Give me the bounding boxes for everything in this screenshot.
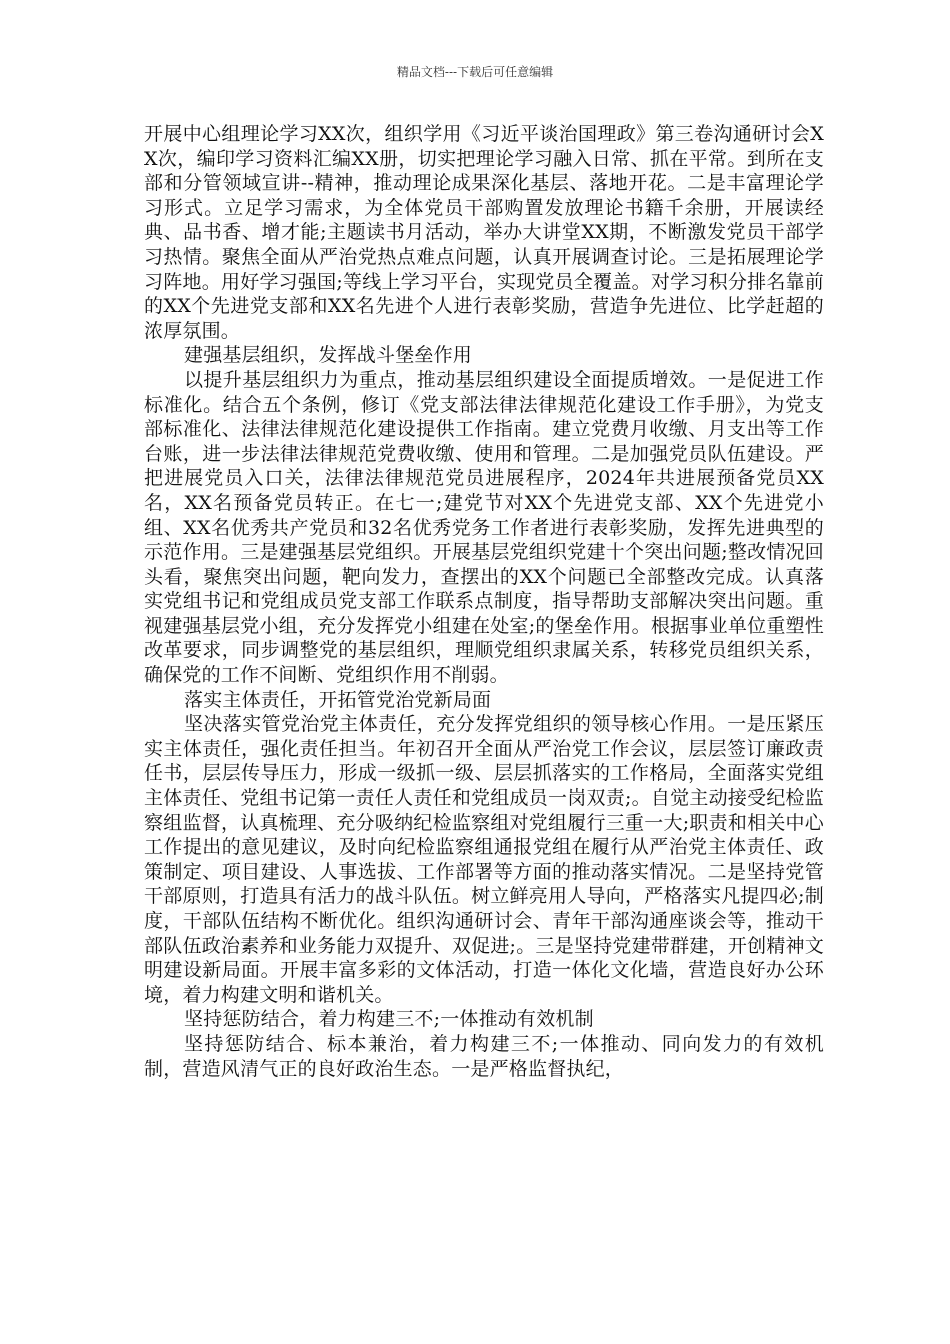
document-body — [144, 122, 824, 1081]
page-header: 精品文档---下载后可任意编辑 — [396, 65, 554, 79]
body-paragraph: 坚持惩防结合、标本兼治，着力构建三不;一体推动、同向发力的有效机制，营造风清气正的良好政治生态。一是严格监督执纪， — [144, 1032, 824, 1080]
section-heading: 坚持惩防结合，着力构建三不;一体推动有效机制 — [184, 1008, 594, 1031]
section-heading: 建强基层组织，发挥战斗堡垒作用 — [184, 344, 473, 367]
section-heading: 落实主体责任，开拓管党治党新局面 — [184, 688, 492, 711]
body-paragraph: 以提升基层组织力为重点，推动基层组织建设全面提质增效。一是促进工作标准化。结合五个条例，修订《党支部法律法律规范化建设工作手册》，为党支部标准化、法律法律规范化建设提供工作指南。建立党费月收缴、月支出等工作台账，进一步法律法律规范党费收缴、使用和管理。二是加强党员队伍建设。严把进展党员入口关，法律法律规范党员进展程序，2024年共进展预备党员XX名，XX名预备党员转正。在七一;建党节对XX个先进党支部、XX个先进党小组、XX名优秀共产党员和32名优秀党务工作者进行表彰奖励，发挥先进典型的示范作用。三是建强基层党组织。开展基层党组织党建十个突出问题;整改情况回头看，聚焦突出问题，靶向发力，查摆出的XX个问题已全部整改完成。认真落实党组书记和党组成员党支部工作联系点制度，指导帮助支部解决突出问题。重视建强基层党小组，充分发挥党小组建在处室;的堡垒作用。根据事业单位重塑性改革要求，同步调整党的基层组织，理顺党组织隶属关系，转移党员组织关系，确保党的工作不间断、党组织作用不削弱。 — [144, 368, 824, 687]
body-paragraph: 开展中心组理论学习XX次，组织学用《习近平谈治国理政》第三卷沟通研讨会XX次，编印学习资料汇编XX册，切实把理论学习融入日常、抓在平常。到所在支部和分管领域宣讲--精神，推动理论成果深化基层、落地开花。二是丰富理论学习形式。立足学习需求，为全体党员干部购置发放理论书籍千余册，开展读经典、品书香、增才能;主题读书月活动，举办大讲堂XX期，不断激发党员干部学习热情。聚焦全面从严治党热点难点问题，认真开展调查讨论。三是拓展理论学习阵地。用好学习强国;等线上学习平台，实现党员全覆盖。对学习积分排名靠前的XX个先进党支部和XX名先进个人进行表彰奖励，营造争先进位、比学赶超的浓厚氛围。 — [144, 123, 824, 342]
body-paragraph: 坚决落实管党治党主体责任，充分发挥党组织的领导核心作用。一是压紧压实主体责任，强化责任担当。年初召开全面从严治党工作会议，层层签订廉政责任书，层层传导压力，形成一级抓一级、层层抓落实的工作格局，全面落实党组主体责任、党组书记第一责任人责任和党组成员一岗双责;。自觉主动接受纪检监察组监督，认真梳理、充分吸纳纪检监察组对党组履行三重一大;职责和相关中心工作提出的意见建议，及时向纪检监察组通报党组在履行从严治党主体责任、政策制定、项目建设、人事选拔、工作部署等方面的推动落实情况。二是坚持党管干部原则，打造具有活力的战斗队伍。树立鲜亮用人导向，严格落实凡提四必;制度，干部队伍结构不断优化。组织沟通研讨会、青年干部沟通座谈会等，推动干部队伍政治素养和业务能力双提升、双促进;。三是坚持党建带群建，开创精神文明建设新局面。开展丰富多彩的文体活动，打造一体化文化墙，营造良好办公环境，着力构建文明和谐机关。 — [144, 713, 824, 1006]
